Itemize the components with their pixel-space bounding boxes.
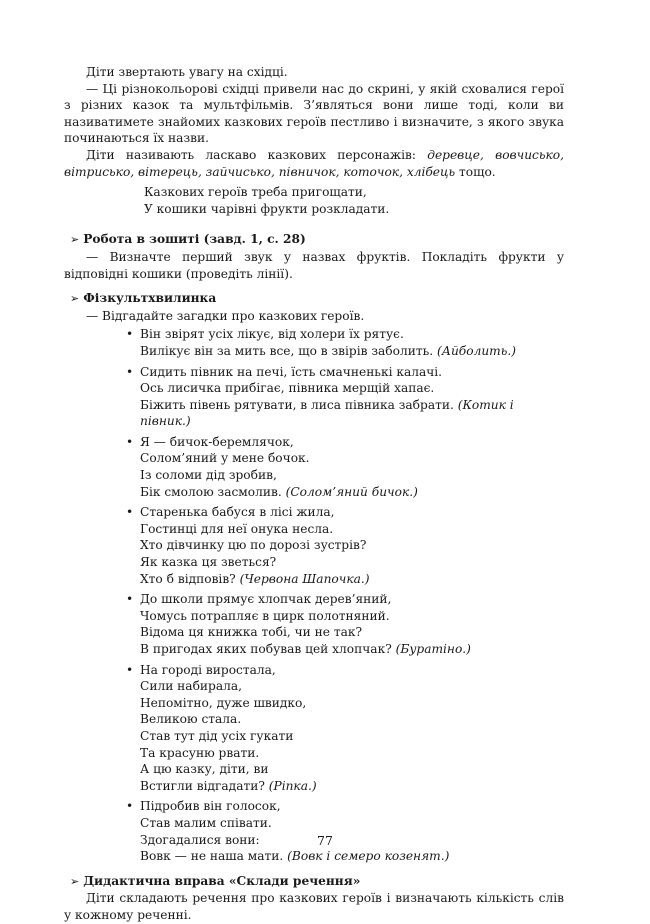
bullet-icon: • <box>126 662 134 677</box>
riddle-line: Підробив він голосок, <box>140 799 281 814</box>
riddle-answer: (Ріпка.) <box>268 778 317 793</box>
riddle-answer: (Айболить.) <box>436 343 516 358</box>
riddle-line: Він звірят усіх лікує, від холери їх рятує. <box>140 327 404 342</box>
verse-line: У кошики чарівні фрукти розкладати. <box>144 201 390 216</box>
riddle-line: Сили набирала, <box>140 679 242 694</box>
riddle-item <box>126 434 564 500</box>
riddle-item <box>126 504 564 587</box>
riddle-line: Став малим співати. <box>140 815 272 830</box>
intro-paragraph-1: Діти звертають увагу на східці. <box>86 65 288 79</box>
riddle-list <box>126 326 564 864</box>
riddle-answer: (Буратіно.) <box>395 642 471 656</box>
riddle-line: Великою стала. <box>140 712 242 727</box>
bullet-icon: • <box>126 434 134 449</box>
section-heading-exercise <box>64 290 564 308</box>
riddle-line: Солом’яний у мене бочок. <box>140 451 310 466</box>
riddle-line: Ось лисичка прибігає, півника мерщій хапає. <box>140 381 435 396</box>
arrow-icon: ➢ <box>70 292 80 306</box>
riddle-item <box>126 798 564 864</box>
riddle-answer: (Котик і півник.) <box>140 397 514 429</box>
riddle-line: Старенька бабуся в лісі жила, <box>140 505 335 520</box>
arrow-icon: ➢ <box>70 233 80 247</box>
arrow-icon: ➢ <box>70 874 80 888</box>
riddle-line: В пригодах яких побував цей хлопчак? (Буратіно.) <box>140 642 471 656</box>
riddle-line: До школи прямує хлопчак дерев’яний, <box>140 592 392 607</box>
riddle-answer: (Червона Шапочка.) <box>239 571 370 586</box>
riddle-line: Та красуню рвати. <box>140 745 260 760</box>
intro-p3-italic: деревце, вовчисько, вітрисько, вітерець, зайчисько, півничок, коточок, хлібець <box>64 147 565 179</box>
page-content <box>64 64 564 924</box>
page-number: 77 <box>317 833 333 848</box>
riddle-line: А цю казку, діти, ви <box>140 762 269 777</box>
riddle-line: Став тут дід усіх гукати <box>140 728 294 743</box>
riddle-line: Хто б відповів? (Червона Шапочка.) <box>140 571 370 586</box>
riddle-line: Я — бичок-беремлячок, <box>140 434 294 449</box>
riddle-item <box>126 591 564 657</box>
riddle-line: Як казка ця зветься? <box>140 555 277 570</box>
section-text: — Визначте перший звук у назвах фруктів. Покладіть фрукти у відповідні кошики (проведіть лінії). <box>64 249 564 281</box>
verse-line: Казкових героїв треба пригощати, <box>144 185 367 200</box>
intro-p3-text: Діти називають ласкаво казкових персонажів: <box>86 147 428 162</box>
bullet-icon: • <box>126 505 134 520</box>
section-heading-sentences <box>64 873 564 891</box>
riddle-line: Із соломи дід зробив, <box>140 468 277 483</box>
riddle-item <box>126 364 564 430</box>
bullet-icon: • <box>126 799 134 814</box>
section-title: Фізкультхвилинка <box>83 291 217 306</box>
intro-verse <box>144 180 564 223</box>
bullet-icon: • <box>126 327 134 342</box>
riddle-line: Хто дівчинку цю по дорозі зустрів? <box>140 538 367 553</box>
section-text: Діти складають речення про казкових героїв і визначають кількість слів у кожному реченні. <box>64 891 564 922</box>
riddle-item <box>126 662 564 795</box>
riddle-line: Вовк — не наша мати. (Вовк і семеро козенят.) <box>140 849 450 864</box>
riddle-line: Бік смолою засмолив. (Солом’яний бичок.) <box>140 484 418 499</box>
intro-paragraph-2: — Ці різнокольорові східці привели нас до скрині, у якій сховалися герої з різних казок та мультфільмів. З’являться вони лише тоді, коли ви називатимете знайомих казкових героїв пестливо і визначите, з якого звука починаються їх назви. <box>64 81 564 146</box>
section-title: Дидактична вправа «Склади речення» <box>83 873 361 888</box>
section-title: Робота в зошиті (завд. 1, с. 28) <box>83 232 306 247</box>
riddle-line: Гостинці для неї онука несла. <box>140 521 334 536</box>
riddle-line: Біжить півень рятувати, в лиса півника забрати. (Котик і півник.) <box>140 397 514 429</box>
riddle-line: Відома ця книжка тобі, чи не так? <box>140 625 363 640</box>
riddle-answer: (Вовк і семеро козенят.) <box>287 849 450 864</box>
riddle-item <box>126 326 564 359</box>
riddle-line: Сидить півник на печі, їсть смачненькі калачі. <box>140 364 443 379</box>
section-text: — Відгадайте загадки про казкових героїв. <box>86 308 365 323</box>
riddle-line: Встигли відгадати? (Ріпка.) <box>140 778 317 793</box>
riddle-line: Непомітно, дуже швидко, <box>140 695 307 710</box>
riddle-line: Здогадалися вони: <box>140 832 260 847</box>
intro-p3-end: тощо. <box>455 164 496 179</box>
bullet-icon: • <box>126 364 134 379</box>
intro-paragraph-3 <box>64 147 564 180</box>
riddle-answer: (Солом’яний бичок.) <box>285 484 418 499</box>
riddle-line: На городі виростала, <box>140 662 276 677</box>
bullet-icon: • <box>126 592 134 607</box>
riddle-line: Вилікує він за мить все, що в звірів заболить. (Айболить.) <box>140 343 516 358</box>
riddle-line: Чомусь потрапляє в цирк полотняний. <box>140 608 390 623</box>
section-heading-workbook <box>64 231 564 249</box>
